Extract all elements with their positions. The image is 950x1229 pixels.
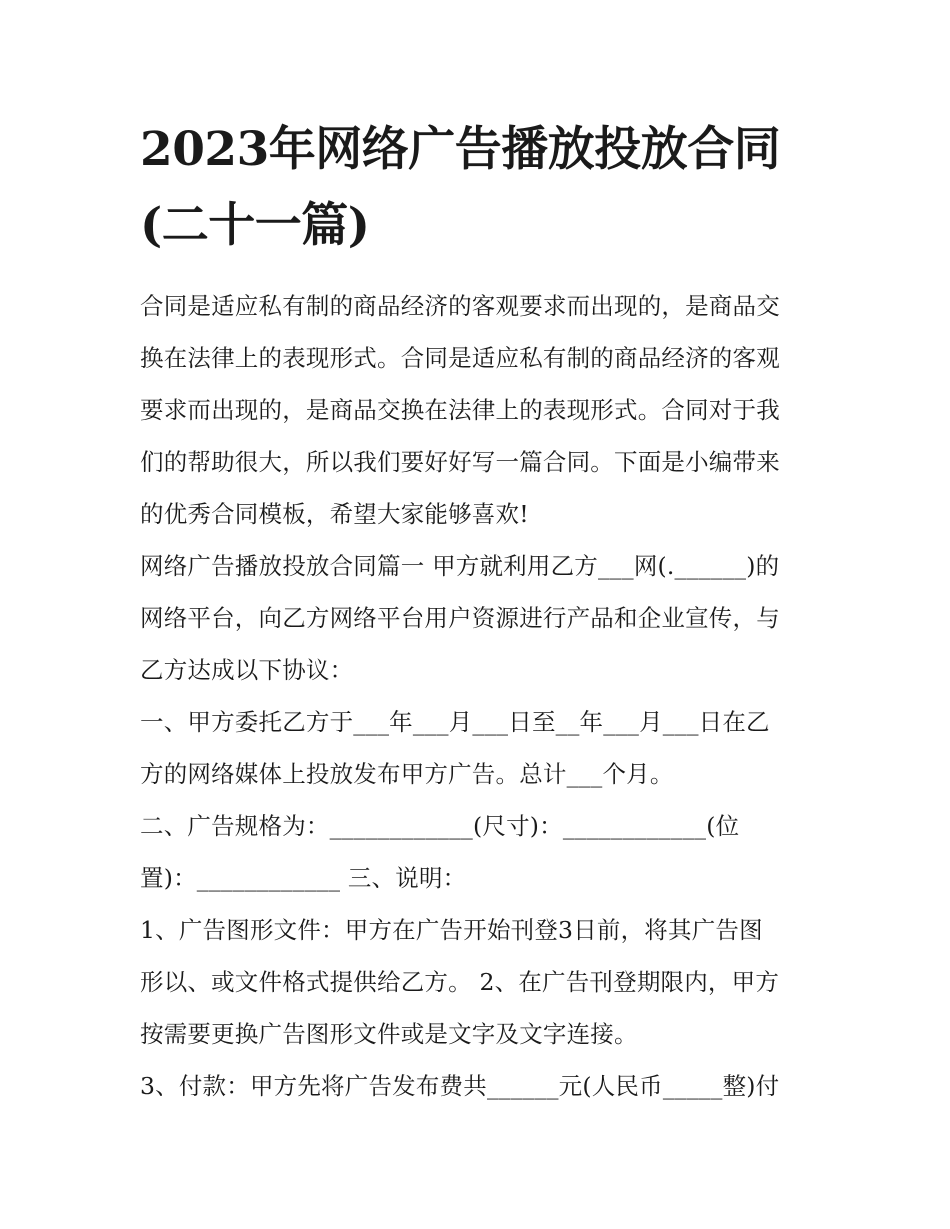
text-line: 置)：____________ 三、说明： <box>140 864 467 892</box>
text-line: 网络平台，向乙方网络平台用户资源进行产品和企业宣传，与 <box>140 604 780 632</box>
text-line: 们的帮助很大，所以我们要好好写一篇合同。下面是小编带来 <box>140 448 780 476</box>
clause-3-3-paragraph <box>140 1060 820 1112</box>
title-line: 2023年网络广告播放投放合同 <box>140 122 781 177</box>
text-line: 二、广告规格为：____________(尺寸)：____________(位 <box>140 812 740 840</box>
text-line: 乙方达成以下协议： <box>140 656 354 684</box>
text-line: 形以、或文件格式提供给乙方。 2、在广告刊登期限内，甲方 <box>140 968 780 996</box>
document-page <box>140 112 820 1112</box>
clause-3-1-paragraph <box>140 904 820 1060</box>
text-line: 1、广告图形文件：甲方在广告开始刊登3日前，将其广告图 <box>140 916 763 944</box>
text-line: 3、付款：甲方先将广告发布费共______元(人民币_____整)付 <box>140 1072 780 1100</box>
text-line: 的优秀合同模板，希望大家能够喜欢! <box>140 500 529 528</box>
text-line: 换在法律上的表现形式。合同是适应私有制的商品经济的客观 <box>140 344 780 372</box>
text-line: 按需要更换广告图形文件或是文字及文字连接。 <box>140 1020 638 1048</box>
text-line: 合同是适应私有制的商品经济的客观要求而出现的，是商品交 <box>140 292 780 320</box>
clause-2-paragraph <box>140 800 820 904</box>
text-line: 要求而出现的，是商品交换在法律上的表现形式。合同对于我 <box>140 396 780 424</box>
text-line: 网络广告播放投放合同篇一 甲方就利用乙方___网(.______)的 <box>140 552 780 580</box>
text-line: 一、甲方委托乙方于___年___月___日至__年___月___日在乙 <box>140 708 770 736</box>
clause-1-paragraph <box>140 696 820 800</box>
contract-preamble-paragraph <box>140 540 820 696</box>
title-line: (二十一篇) <box>140 198 370 253</box>
text-line: 方的网络媒体上投放发布甲方广告。总计___个月。 <box>140 760 674 788</box>
document-title <box>140 112 820 264</box>
document-body <box>140 280 820 1112</box>
intro-paragraph <box>140 280 820 540</box>
